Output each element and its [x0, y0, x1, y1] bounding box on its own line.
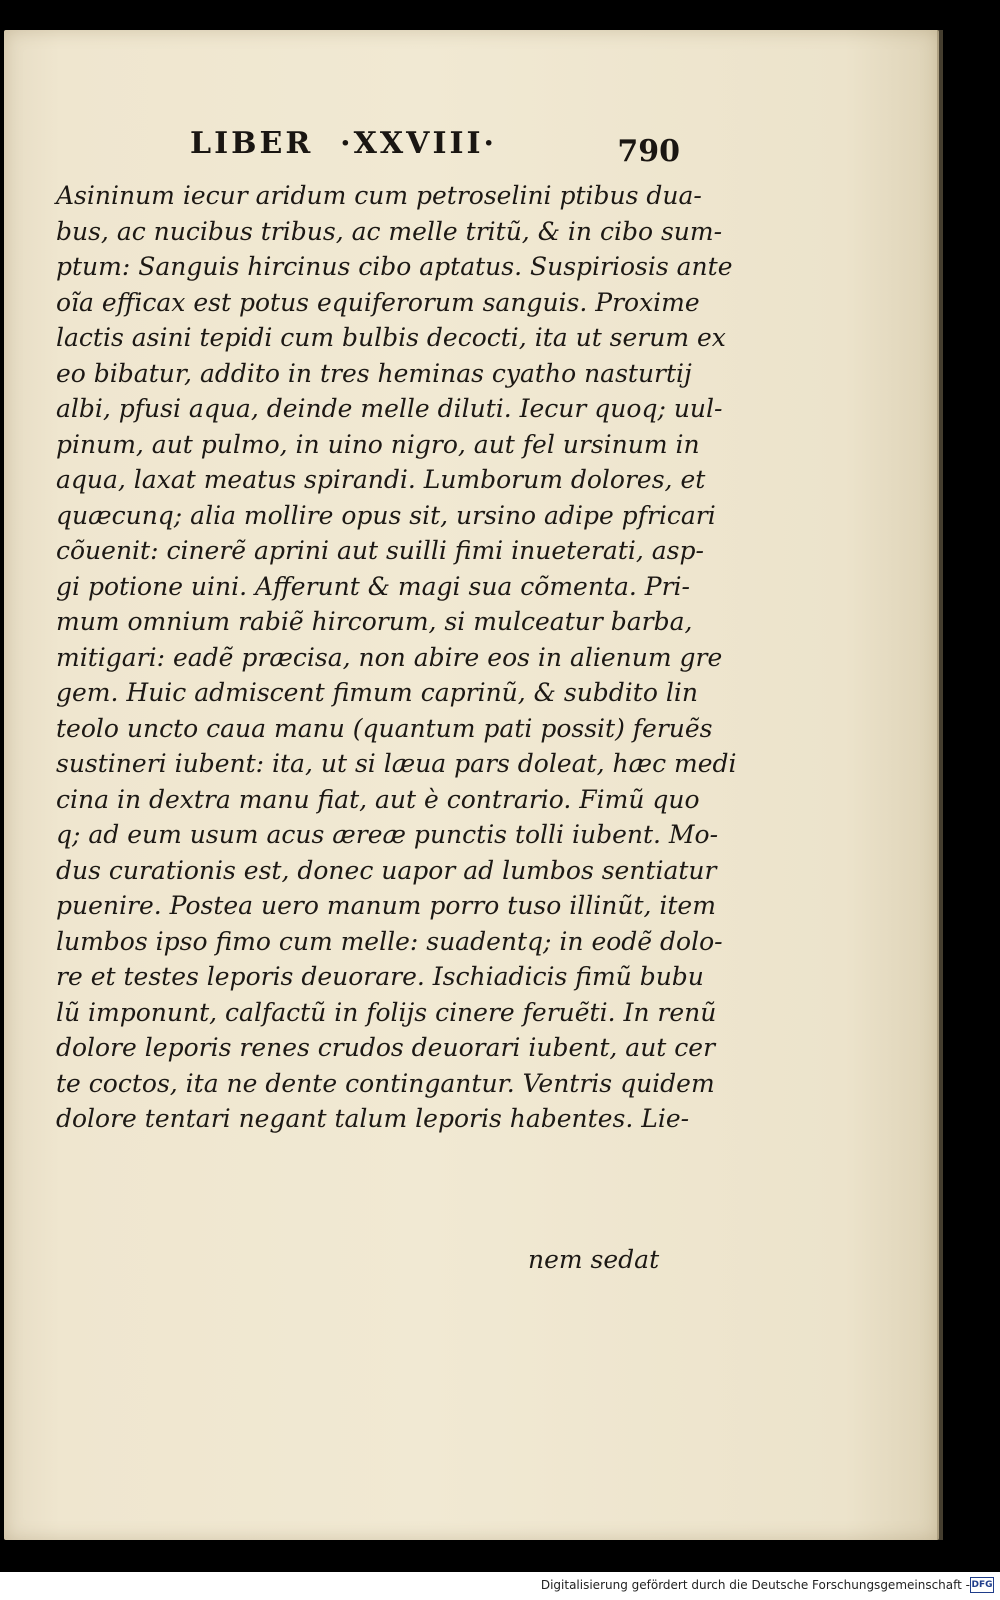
text-line: te coctos, ita ne dente contingantur. Ventris quidem: [56, 1068, 715, 1098]
text-line: re et testes leporis deuorare. Ischiadicis fimũ bubu: [56, 962, 704, 991]
running-title: LIBER ·XXVIII·: [190, 126, 497, 161]
text-line: Asininum iecur aridum cum petroselini ptibus dua-: [56, 181, 702, 210]
text-line: dolore leporis renes crudos deuorari iubent, aut cer: [56, 1033, 716, 1062]
text-line: dolore tentari negant talum leporis habentes. Lie-: [56, 1104, 690, 1133]
dfg-logo: DFG: [970, 1577, 994, 1593]
text-line: lũ imponunt, calfactũ in folijs cinere feruẽti. In renũ: [56, 997, 717, 1027]
text-line: cõuenit: cinerẽ aprini aut suilli fimi inueterati, asp-: [56, 536, 704, 565]
text-line: gi potione uini. Afferunt & magi sua cõmenta. Pri-: [56, 571, 690, 601]
text-line: oĩa efficax est potus equiferorum sanguis. Proxime: [56, 287, 700, 317]
text-line: ptum: Sanguis hircinus cibo aptatus. Suspiriosis ante: [56, 252, 733, 281]
text-line: albi, pfusi aqua, deinde melle diluti. Iecur quoq; uul-: [56, 394, 723, 423]
body-text: [56, 178, 737, 1137]
page-header: [190, 126, 680, 174]
text-line: lumbos ipso fimo cum melle: suadentq; in eodẽ dolo-: [56, 926, 723, 956]
footer-bar: [0, 1572, 1000, 1600]
funding-credit: Digitalisierung gefördert durch die Deutsche Forschungsgemeinschaft -: [540, 1578, 970, 1592]
text-line: eo bibatur, addito in tres heminas cyatho nasturtij: [56, 358, 692, 388]
catchword: nem sedat: [528, 1245, 660, 1274]
text-line: q; ad eum usum acus æreæ punctis tolli iubent. Mo-: [56, 820, 719, 849]
page-number: 790: [617, 134, 680, 169]
text-line: pinum, aut pulmo, in uino nigro, aut fel ursinum in: [56, 429, 700, 459]
text-line: teolo uncto caua manu (quantum pati possit) feruẽs: [56, 713, 713, 743]
text-line: dus curationis est, donec uapor ad lumbos sentiatur: [56, 855, 717, 885]
text-line: mum omnium rabiẽ hircorum, si mulceatur barba,: [56, 607, 693, 636]
text-line: lactis asini tepidi cum bulbis decocti, ita ut serum ex: [56, 323, 726, 352]
text-line: aqua, laxat meatus spirandi. Lumborum dolores, et: [56, 465, 706, 494]
text-line: puenire. Postea uero manum porro tuso illinũt, item: [56, 891, 716, 920]
text-line: gem. Huic admiscent fimum caprinũ, & subdito lin: [56, 678, 698, 707]
text-line: cina in dextra manu fiat, aut è contrario. Fimũ quo: [56, 784, 700, 814]
text-line: bus, ac nucibus tribus, ac melle tritũ, & in cibo sum-: [56, 216, 723, 246]
page-edge: [937, 30, 943, 1540]
text-line: quæcunq; alia mollire opus sit, ursino adipe pfricari: [56, 500, 716, 530]
text-line: sustineri iubent: ita, ut si læua pars doleat, hæc medi: [56, 749, 737, 778]
text-line: mitigari: eadẽ præcisa, non abire eos in alienum gre: [56, 642, 723, 672]
